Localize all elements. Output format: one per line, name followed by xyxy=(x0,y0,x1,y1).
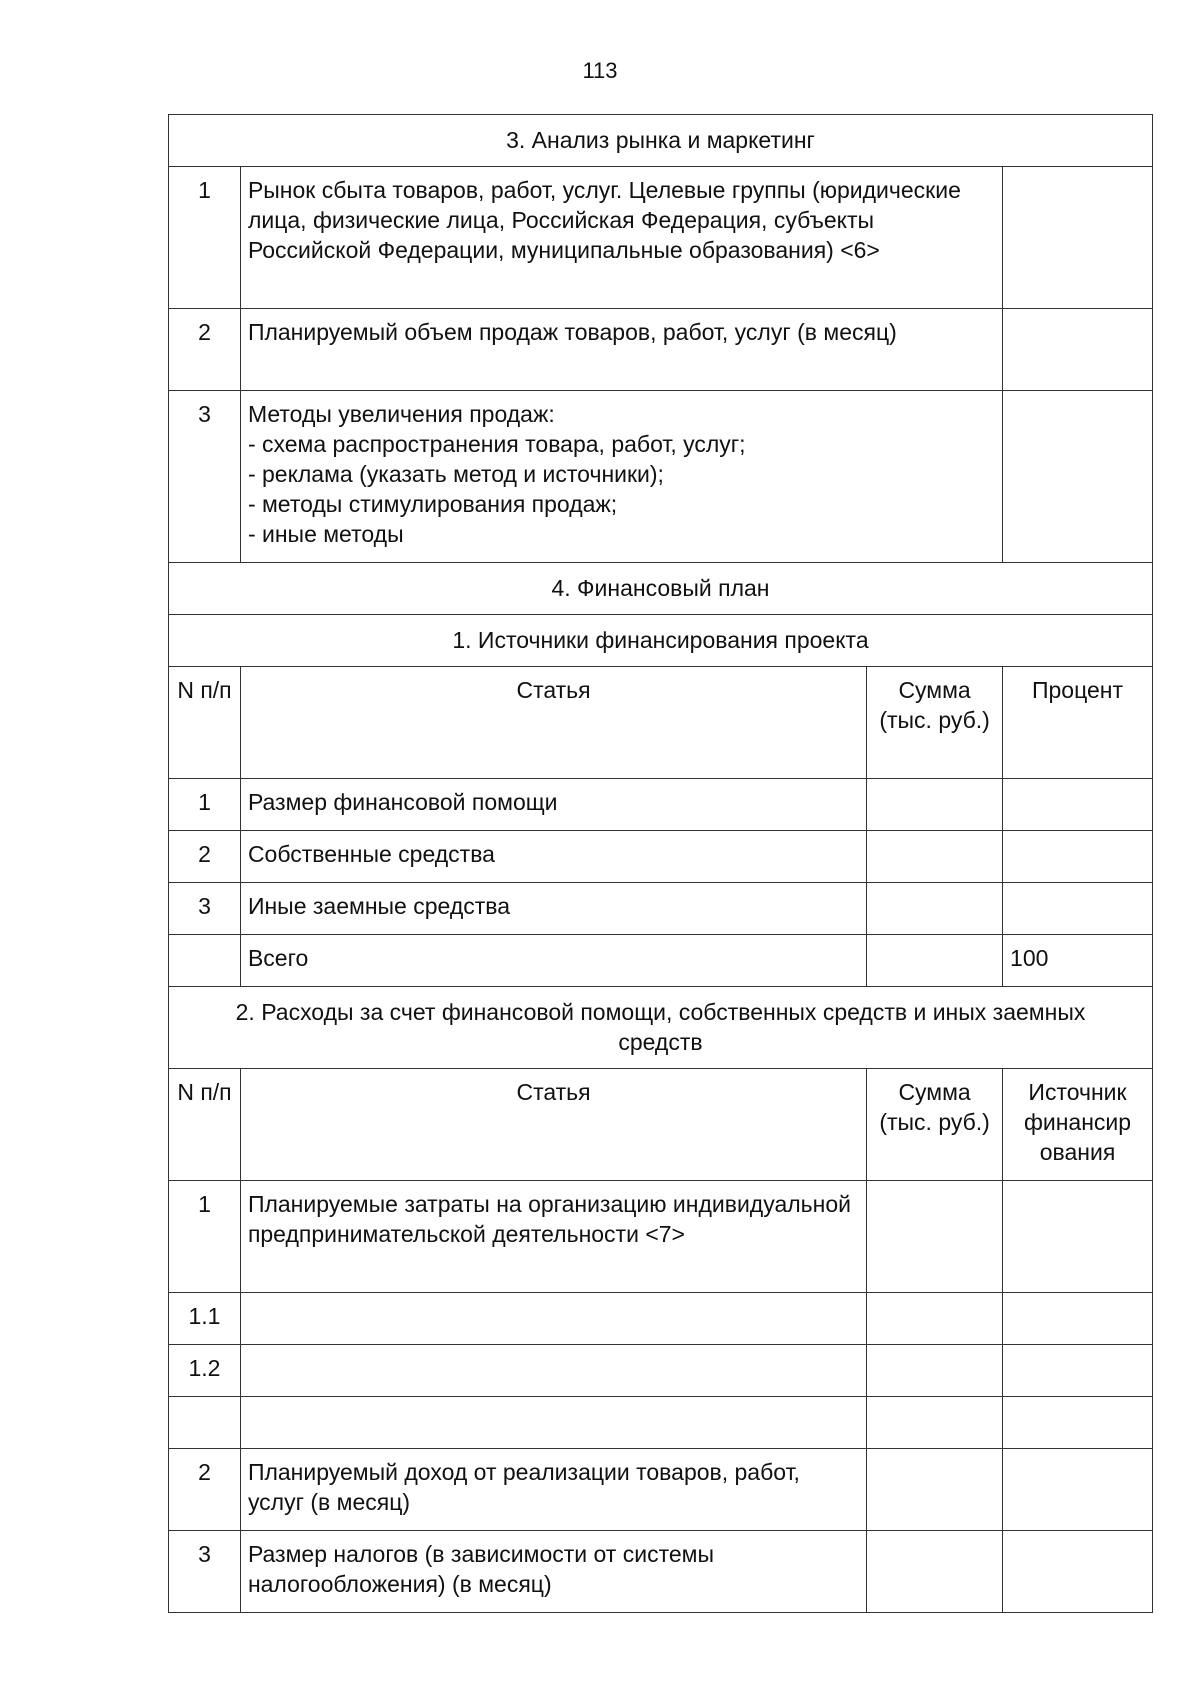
table-row xyxy=(169,1449,1153,1531)
row-percent xyxy=(1003,831,1153,883)
row-number: 1.1 xyxy=(169,1293,241,1345)
table-row xyxy=(169,779,1153,831)
row-sum xyxy=(867,1293,1003,1345)
subsection-header-row xyxy=(169,615,1153,667)
row-sum xyxy=(867,831,1003,883)
row-article: Всего xyxy=(240,935,866,987)
row-article xyxy=(240,1397,866,1449)
row-number: 2 xyxy=(169,1449,241,1531)
table-row xyxy=(169,1293,1153,1345)
business-plan-table xyxy=(168,114,1153,1613)
row-article: Размер финансовой помощи xyxy=(240,779,866,831)
page-number: 113 xyxy=(582,58,618,83)
row-percent: 100 xyxy=(1003,935,1153,987)
table-row xyxy=(169,831,1153,883)
subsection-title-sources: 1. Источники финансирования проекта xyxy=(169,615,1153,667)
total-row xyxy=(169,935,1153,987)
row-source xyxy=(1003,1345,1153,1397)
row-number xyxy=(169,935,241,987)
value-cell xyxy=(1003,309,1153,391)
row-source xyxy=(1003,1293,1153,1345)
row-sum xyxy=(867,1345,1003,1397)
table-row xyxy=(169,167,1153,309)
row-article xyxy=(240,1293,866,1345)
row-source xyxy=(1003,1181,1153,1293)
value-cell xyxy=(1003,167,1153,309)
row-text: Рынок сбыта товаров, работ, услуг. Целевые группы (юридические лица, физические лица, Российская Федерация, субъекты Российской Федерации, муниципальные образования) <6> xyxy=(240,167,1002,309)
row-article: Размер налогов (в зависимости от системы налогообложения) (в месяц) xyxy=(240,1531,866,1613)
table-row xyxy=(169,883,1153,935)
row-percent xyxy=(1003,779,1153,831)
header-article: Статья xyxy=(240,1069,866,1181)
row-sum xyxy=(867,935,1003,987)
header-article: Статья xyxy=(240,667,866,779)
subsection-header-row xyxy=(169,987,1153,1069)
row-sum xyxy=(867,1531,1003,1613)
row-number xyxy=(169,1397,241,1449)
table-row xyxy=(169,1345,1153,1397)
header-percent: Процент xyxy=(1003,667,1153,779)
table-row xyxy=(169,1397,1153,1449)
table-row xyxy=(169,1531,1153,1613)
row-article: Собственные средства xyxy=(240,831,866,883)
row-number: 3 xyxy=(169,391,241,563)
row-sum xyxy=(867,1181,1003,1293)
row-article: Планируемый доход от реализации товаров, работ, услуг (в месяц) xyxy=(240,1449,866,1531)
row-number: 2 xyxy=(169,831,241,883)
value-cell xyxy=(1003,391,1153,563)
row-article xyxy=(240,1345,866,1397)
row-sum xyxy=(867,883,1003,935)
row-sum xyxy=(867,1397,1003,1449)
row-number: 1.2 xyxy=(169,1345,241,1397)
header-sum: Сумма (тыс. руб.) xyxy=(867,1069,1003,1181)
row-text: Методы увеличения продаж: - схема распространения товара, работ, услуг; - реклама (указать метод и источники); - методы стимулирования продаж; - иные методы xyxy=(240,391,1002,563)
table-row xyxy=(169,1181,1153,1293)
table-row xyxy=(169,391,1153,563)
row-article: Планируемые затраты на организацию индивидуальной предпринимательской деятельности <7> xyxy=(240,1181,866,1293)
header-num: N п/п xyxy=(169,1069,241,1181)
row-source xyxy=(1003,1449,1153,1531)
row-number: 1 xyxy=(169,1181,241,1293)
row-number: 2 xyxy=(169,309,241,391)
row-source xyxy=(1003,1397,1153,1449)
column-header-row xyxy=(169,667,1153,779)
row-sum xyxy=(867,779,1003,831)
row-sum xyxy=(867,1449,1003,1531)
row-number: 3 xyxy=(169,883,241,935)
column-header-row xyxy=(169,1069,1153,1181)
header-source: Источник финансир ования xyxy=(1003,1069,1153,1181)
row-article: Иные заемные средства xyxy=(240,883,866,935)
section-title-finance: 4. Финансовый план xyxy=(169,563,1153,615)
row-number: 3 xyxy=(169,1531,241,1613)
row-source xyxy=(1003,1531,1153,1613)
row-number: 1 xyxy=(169,167,241,309)
section-header-row xyxy=(169,563,1153,615)
header-sum: Сумма (тыс. руб.) xyxy=(867,667,1003,779)
table-row xyxy=(169,309,1153,391)
section-title-market: 3. Анализ рынка и маркетинг xyxy=(169,115,1153,167)
header-num: N п/п xyxy=(169,667,241,779)
row-text: Планируемый объем продаж товаров, работ, услуг (в месяц) xyxy=(240,309,1002,391)
section-header-row xyxy=(169,115,1153,167)
row-percent xyxy=(1003,883,1153,935)
subsection-title-expenses: 2. Расходы за счет финансовой помощи, собственных средств и иных заемных средств xyxy=(169,987,1153,1069)
row-number: 1 xyxy=(169,779,241,831)
